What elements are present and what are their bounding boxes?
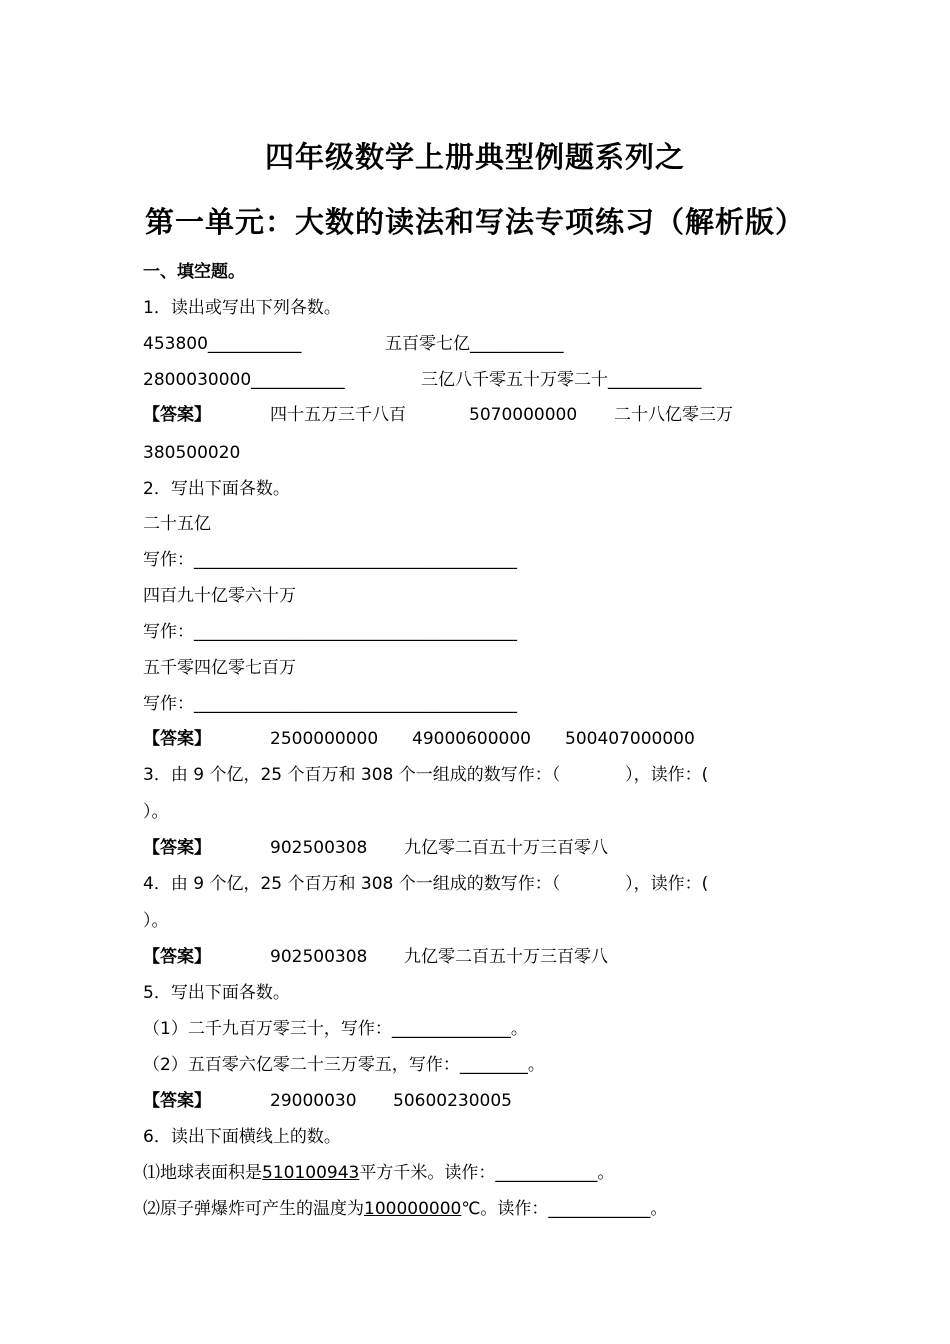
- q3-stem: 3．由 9 个亿，25 个百万和 308 个一组成的数写作：（ ），读作：(: [143, 765, 709, 785]
- q6-part-2-suffix: ℃。读作：____________。: [461, 1199, 668, 1219]
- q5-answer-2: 50600230005: [393, 1091, 512, 1111]
- q2-write-1: 写作：______________________________________: [143, 550, 517, 570]
- q3-continuation: ）。: [143, 802, 169, 822]
- q5-answer-1: 29000030: [270, 1091, 357, 1111]
- q1-item-c: 2800030000___________: [143, 370, 345, 390]
- q3-answer-2: 九亿零二百五十万三百零八: [404, 838, 608, 858]
- q6-part-1-prefix: ⑴地球表面积是: [143, 1163, 262, 1183]
- q1-answer-label: 【答案】: [143, 405, 211, 425]
- q4-continuation: ）。: [143, 911, 169, 931]
- q2-answer-1: 2500000000: [270, 729, 379, 749]
- q5-stem: 5．写出下面各数。: [143, 983, 290, 1003]
- q2-write-2: 写作：______________________________________: [143, 622, 517, 642]
- page-title: 四年级数学上册典型例题系列之: [264, 140, 685, 174]
- q2-write-3: 写作：______________________________________: [143, 694, 517, 714]
- q5-part-2: （2）五百零六亿零二十三万零五，写作：________。: [143, 1055, 545, 1075]
- q1-item-d: 三亿八千零五十万零二十___________: [421, 370, 702, 390]
- q2-answer-3: 500407000000: [565, 729, 695, 749]
- q1-item-b: 五百零七亿___________: [385, 334, 564, 354]
- q1-answer-3: 二十八亿零三万: [614, 405, 733, 425]
- q1-item-a: 453800___________: [143, 334, 302, 354]
- q6-part-2: [143, 1199, 667, 1219]
- q4-stem: 4．由 9 个亿，25 个百万和 308 个一组成的数写作：（ ），读作：(: [143, 874, 709, 894]
- q6-stem: 6．读出下面横线上的数。: [143, 1127, 341, 1147]
- q2-item-3: 五千零四亿零七百万: [143, 658, 296, 678]
- q1-answer-4: 380500020: [143, 443, 241, 463]
- q3-answer-1: 902500308: [270, 838, 368, 858]
- q2-item-2: 四百九十亿零六十万: [143, 586, 296, 606]
- q5-answer-label: 【答案】: [143, 1091, 211, 1111]
- q6-part-2-number: 100000000: [364, 1199, 462, 1219]
- q2-answer-label: 【答案】: [143, 729, 211, 749]
- q2-stem: 2．写出下面各数。: [143, 479, 290, 499]
- q1-stem: 1．读出或写出下列各数。: [143, 298, 341, 318]
- q6-part-2-prefix: ⑵原子弹爆炸可产生的温度为: [143, 1199, 364, 1219]
- q6-part-1-suffix: 平方千米。读作：____________。: [359, 1163, 615, 1183]
- section-heading: 一、填空题。: [143, 262, 245, 282]
- q2-item-1: 二十五亿: [143, 514, 211, 534]
- q6-part-1: [143, 1163, 614, 1183]
- q5-part-1: （1）二千九百万零三十，写作：______________。: [143, 1019, 528, 1039]
- page-subtitle: 第一单元：大数的读法和写法专项练习（解析版）: [144, 205, 805, 239]
- q2-answer-2: 49000600000: [412, 729, 531, 749]
- q1-answer-1: 四十五万三千八百: [270, 405, 406, 425]
- q4-answer-2: 九亿零二百五十万三百零八: [404, 947, 608, 967]
- q6-part-1-number: 510100943: [262, 1163, 360, 1183]
- q4-answer-1: 902500308: [270, 947, 368, 967]
- q1-answer-2: 5070000000: [469, 405, 578, 425]
- q4-answer-label: 【答案】: [143, 947, 211, 967]
- q3-answer-label: 【答案】: [143, 838, 211, 858]
